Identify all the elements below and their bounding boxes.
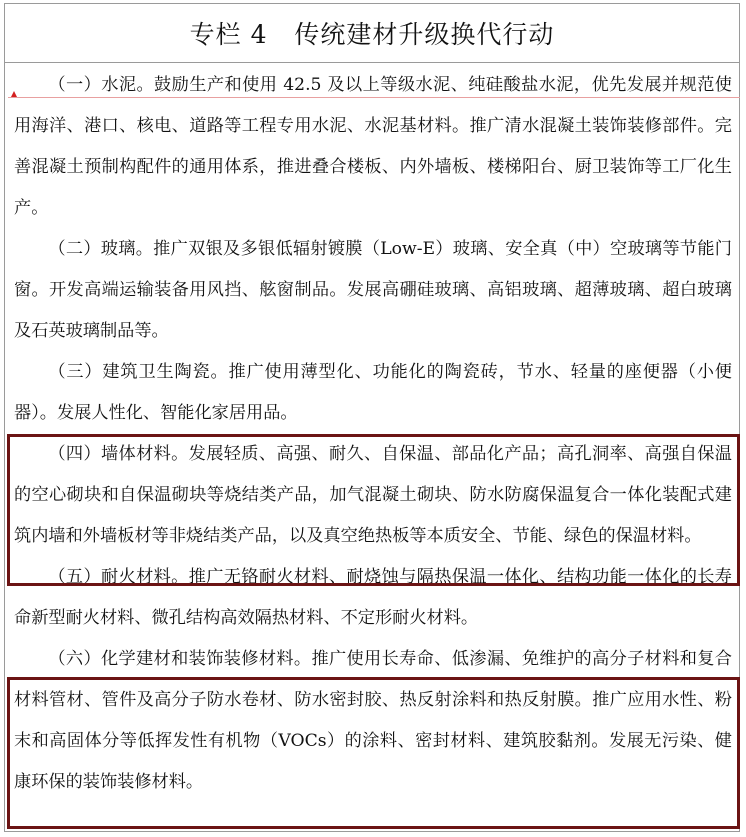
column-title: 专栏 4 传统建材升级换代行动 (189, 19, 555, 49)
paragraph-refractory: （五）耐火材料。推广无铬耐火材料、耐烧蚀与隔热保温一体化、结构功能一体化的长寿命新型耐火材料、微孔结构高效隔热材料、不定形耐火材料。 (14, 567, 732, 628)
paragraph-chemical-decoration: （六）化学建材和装饰装修材料。推广使用长寿命、低渗漏、免维护的高分子材料和复合材料管材、管件及高分子防水卷材、防水密封胶、热反射涂料和热反射膜。推广应用水性、粉末和高固体分等低挥发性有机物（VOCs）的涂料、密封材料、建筑胶黏剂。发展无污染、健康环保的装饰装修材料。 (14, 649, 732, 792)
paragraph-ceramics: （三）建筑卫生陶瓷。推广使用薄型化、功能化的陶瓷砖，节水、轻量的座便器（小便器）。发展人性化、智能化家居用品。 (14, 362, 732, 423)
paragraph-glass: （二）玻璃。推广双银及多银低辐射镀膜（Low-E）玻璃、安全真（中）空玻璃等节能门窗。开发高端运输装备用风挡、舷窗制品。发展高硼硅玻璃、高铝玻璃、超薄玻璃、超白玻璃及石英玻璃制品等。 (14, 239, 732, 341)
paragraph-wall-materials: （四）墙体材料。发展轻质、高强、耐久、自保温、部品化产品；高孔洞率、高强自保温的空心砌块和自保温砌块等烧结类产品，加气混凝土砌块、防水防腐保温复合一体化装配式建筑内墙和外墙板材等非烧结类产品，以及真空绝热板等本质安全、节能、绿色的保温材料。 (14, 444, 732, 546)
paragraph-cement: （一）水泥。鼓励生产和使用 42.5 及以上等级水泥、纯硅酸盐水泥，优先发展并规范使用海洋、港口、核电、道路等工程专用水泥、水泥基材料。推广清水混凝土装饰装修部件。完善混凝土预制构配件的通用体系，推进叠合楼板、内外墙板、楼梯阳台、厨卫装饰等工厂化生产。 (14, 75, 732, 218)
title-row (4, 3, 740, 63)
column-body (14, 65, 732, 803)
